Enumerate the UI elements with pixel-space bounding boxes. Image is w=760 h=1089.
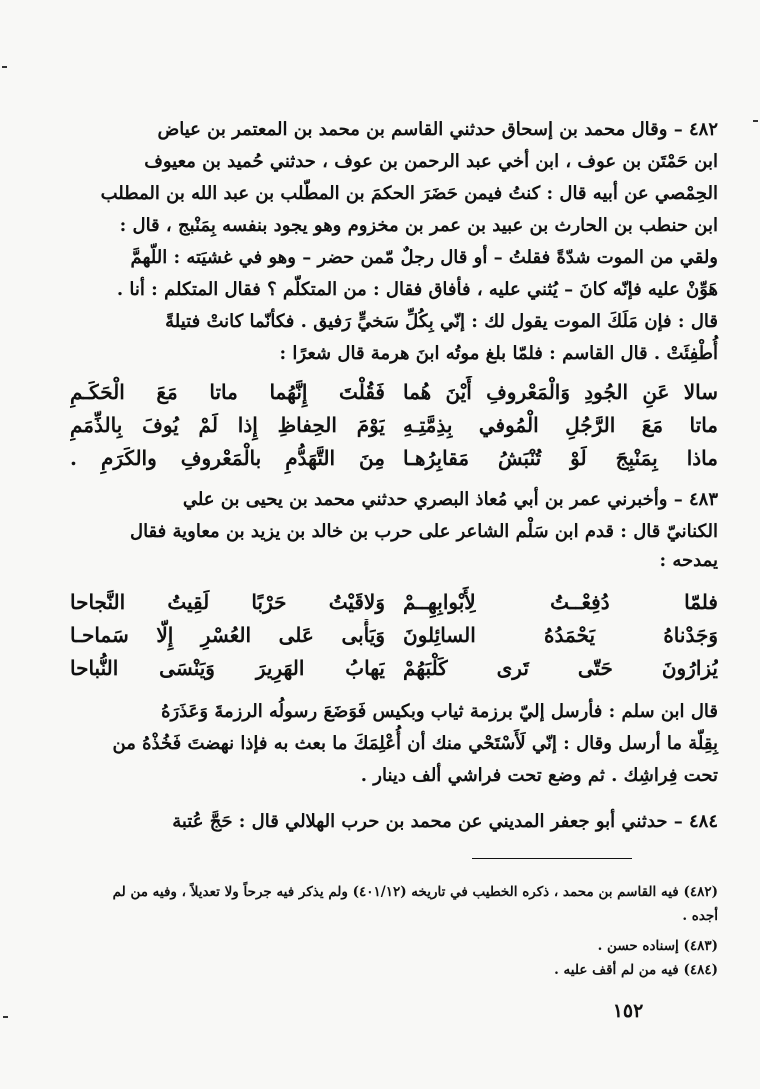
first-hemistich: فلمّا دُفِعْــتُ لِأَبْوابِهِــمْ	[403, 590, 718, 614]
page-number: ١٥٢	[612, 1000, 644, 1022]
poem-1	[70, 376, 718, 475]
verse-line	[70, 652, 718, 685]
text-line: قال : فإن مَلَكَ الموت يقول لك : إنّي بِكُلِّ سَخيٍّ رَفيق . فكأنّما كانتْ فتيلةً	[165, 311, 718, 332]
first-hemistich: سالا عَنِ الجُودِ وَالْمَعْروفِ أَيْنَ هُما	[403, 380, 718, 404]
text-line: الحِمْصي عن أبيه قال : كنتُ فيمن حَضَرَ الحكمَ بن المطّلب بن عبد الله بن المطلب	[100, 183, 718, 204]
footnote-separator	[472, 858, 632, 859]
first-hemistich: ماتا مَعَ الرَّجُلِ الْمُوفي بِذِمَّتِـهِ	[403, 413, 718, 437]
verse-line	[70, 442, 718, 475]
margin-mark	[2, 66, 7, 68]
text-line: ابن حَمْتَن بن عوف ، ابن أخي عبد الرحمن بن عوف ، حدثني حُميد بن معيوف	[144, 151, 718, 172]
first-hemistich: يُزارُونَ حَتّى تَرى كَلْبَهُمْ	[403, 656, 718, 680]
text-line: ٤٨٤ – حدثني أبو جعفر المديني عن محمد بن حرب الهلالي قال : حَجَّ عُتبة	[172, 811, 718, 832]
footnote-line: أجده .	[682, 908, 718, 924]
paragraph-483	[70, 484, 718, 574]
footnotes	[70, 880, 718, 982]
text-line: هَوِّنْ عليه فإنّه كانَ – يُثني عليه ، فأفاق فقال : من المتكلّم ؟ فقال المتكلم : أنا .	[116, 279, 718, 300]
second-hemistich: وَيَأْبى عَلى العُسْرِ إِلّا سَماحـا	[70, 623, 385, 647]
text-line: أُطْفِئَتْ . قال القاسم : فلمّا بلغ موتُه ابنَ هرمة قال شعرًا :	[279, 343, 718, 364]
footnote-line: (٤٨٢) فيه القاسم بن محمد ، ذكره الخطيب في تاريخه (٤٠١/١٢) ولم يذكر فيه جرحاً ولا تعديلاً ، وفيه من لم	[112, 884, 718, 900]
first-hemistich: وَجَدْناهُ يَحْمَدُهُ السائِلونَ	[403, 623, 718, 647]
verse-line	[70, 376, 718, 409]
second-hemistich: فَقُلْتَ إِنَّهُما ماتا مَعَ الْحَكَـمِ	[70, 380, 385, 404]
text-line: بِقِلّة ما أرسل وقال : إنّي لَأَسْتَحْي منك أن أُعْلِمَكَ ما بعث به فإذا نهضتَ فَخُذْهُ من	[112, 733, 718, 754]
first-hemistich: ماذا بِمَنْبِجَ لَوْ تُنْبَشُ مَقابِرُهـا	[403, 446, 718, 470]
text-line: قال ابن سلم : فأرسل إليّ برزمة ثياب وبكيس فَوَضَعَ رسولُه الرزمةَ وَعَذَرَهُ	[161, 701, 718, 722]
text-line: يمدحه :	[659, 550, 718, 571]
footnote-line: (٤٨٣) إسناده حسن .	[597, 938, 718, 954]
paragraph-482	[70, 114, 718, 370]
text-line: تحت فِراشِك . ثم وضع تحت فراشي ألف دينار .	[360, 765, 718, 786]
verse-line	[70, 619, 718, 652]
second-hemistich: مِنَ التَّهَدُّمِ بالْمَعْروفِ والكَرَمِ .	[70, 446, 385, 470]
second-hemistich: يَهابُ الهَرِيرَ وَيَنْسَى النُّباحا	[70, 656, 385, 680]
margin-mark	[753, 120, 758, 122]
paragraph-483-continuation	[70, 696, 718, 792]
text-line: ٤٨٢ – وقال محمد بن إسحاق حدثني القاسم بن محمد بن المعتمر بن عياض	[157, 119, 718, 140]
text-line: ٤٨٣ – وأخبرني عمر بن أبي مُعاذ البصري حدثني محمد بن يحيى بن علي	[182, 489, 718, 510]
verse-line	[70, 409, 718, 442]
poem-2	[70, 586, 718, 685]
verse-line	[70, 586, 718, 619]
second-hemistich: وَلاقَيْتُ حَرْبًا لَقِيتُ النَّجاحا	[70, 590, 385, 614]
margin-mark	[3, 1016, 8, 1018]
text-line: الكنانيّ قال : قدم ابن سَلْم الشاعر على حرب بن خالد بن يزيد بن معاوية فقال	[129, 521, 718, 542]
second-hemistich: يَوْمَ الحِفاظِ إِذا لَمْ يُوفَ بِالذِّمَمِ	[70, 413, 385, 437]
paragraph-484	[70, 806, 718, 838]
text-line: ابن حنطب بن الحارث بن عبيد بن عمر بن مخزوم وهو يجود بنفسه بِمَنْبج ، قال :	[119, 215, 718, 236]
text-line: ولقي من الموت شدّةً فقلتُ – أو قال رجلٌ مّمن حضر – وهو في غشيَته : اللّهمَّ	[130, 247, 718, 268]
footnote-line: (٤٨٤) فيه من لم أقف عليه .	[554, 962, 718, 978]
